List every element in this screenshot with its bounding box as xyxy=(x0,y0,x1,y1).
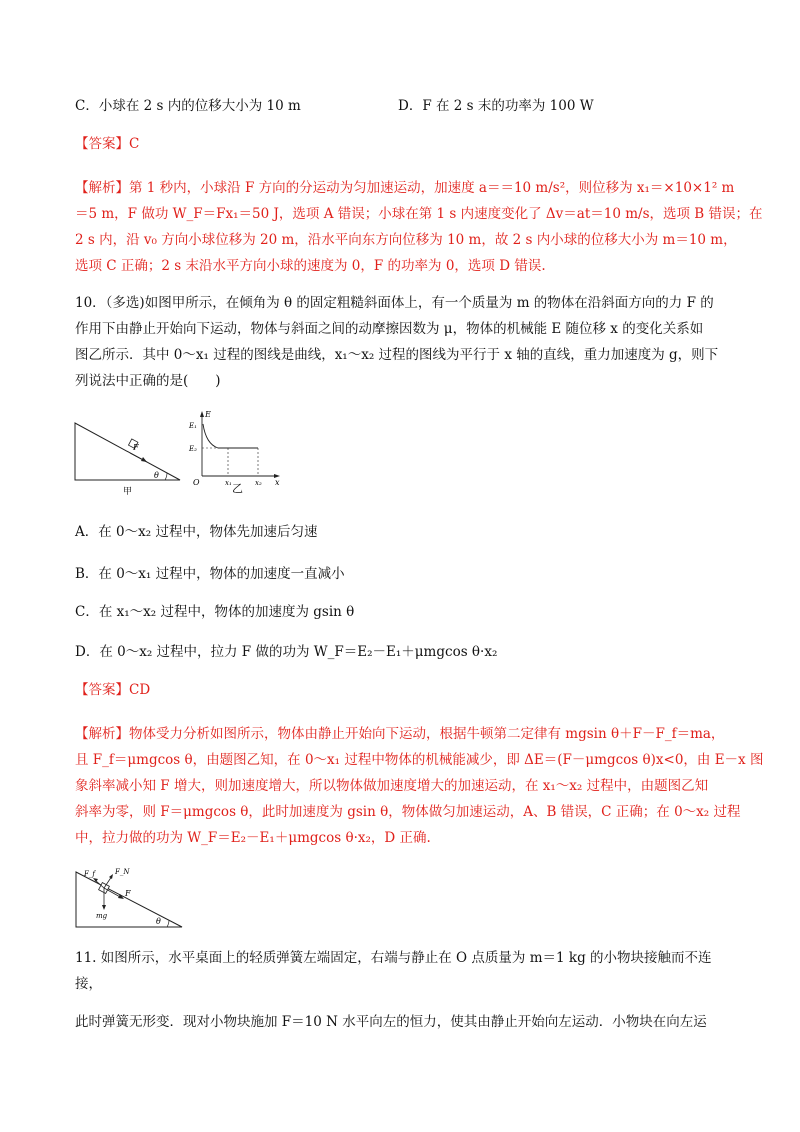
label-x2: x₂ xyxy=(255,479,262,487)
figure-force-diagram xyxy=(70,862,190,932)
q10-option-a: A．在 0～x₂ 过程中，物体先加速后匀速 xyxy=(75,524,318,540)
q10-option-d: D．在 0～x₂ 过程中，拉力 F 做的功为 W_F＝E₂－E₁＋μmgcos θ·x₂ xyxy=(75,644,498,660)
q10-analysis-line-5: 中，拉力做的功为 W_F＝E₂－E₁＋μmgcos θ·x₂，D 正确. xyxy=(75,830,431,846)
q9-analysis-line-3: 2 s 内，沿 v₀ 方向小球位移为 20 m，沿水平向东方向位移为 10 m，故 2 s 内小球的位移大小为 m＝10 m， xyxy=(75,232,737,248)
axis-x: x xyxy=(275,478,280,487)
q11-stem-line-2: 接， xyxy=(75,976,102,992)
q10-stem-line-3: 图乙所示．其中 0～x₁ 过程的图线是曲线，x₁～x₂ 过程的图线为平行于 x 轴的直线，重力加速度为 g，则下 xyxy=(75,347,719,363)
q10-analysis-line-1: 【解析】物体受力分析如图所示，物体由静止开始向下运动，根据牛顿第二定律有 mgsin θ＋F－F_f＝ma， xyxy=(75,726,725,742)
figure-incline-jia xyxy=(70,408,190,498)
label-e2: E₂ xyxy=(189,445,197,453)
q10-answer: 【答案】CD xyxy=(75,682,151,698)
q9-answer: 【答案】C xyxy=(75,136,140,152)
label-f: F xyxy=(133,443,139,452)
label-force-f: F xyxy=(125,889,131,898)
q9-analysis-line-1: 【解析】第 1 秒内，小球沿 F 方向的分运动为匀加速运动，加速度 a＝＝10 m/s²，则位移为 x₁＝×10×1² m xyxy=(75,180,735,196)
q10-stem-line-1: 10．（多选)如图甲所示，在倾角为 θ 的固定粗糙斜面体上，有一个质量为 m 的物体在沿斜面方向的力 F 的 xyxy=(75,295,714,311)
q9-option-d: D．F 在 2 s 末的功率为 100 W xyxy=(398,98,594,114)
label-force-theta: θ xyxy=(156,917,161,926)
q10-analysis-line-4: 斜率为零，则 F＝μmgcos θ，此时加速度为 gsin θ，物体做匀加速运动，A、B 错误，C 正确；在 0～x₂ 过程 xyxy=(75,804,741,820)
figure-graph-yi xyxy=(188,408,288,488)
caption-yi: 乙 xyxy=(232,482,243,495)
q10-analysis-line-2: 且 F_f＝μmgcos θ，由题图乙知，在 0～x₁ 过程中物体的机械能减少，即 ΔE＝(F－μmgcos θ)x<0，由 E－x 图 xyxy=(75,752,764,768)
caption-jia: 甲 xyxy=(123,487,133,497)
q11-stem-line-3: 此时弹簧无形变．现对小物块施加 F＝10 N 水平向左的恒力，使其由静止开始向左运动．小物块在向左运 xyxy=(75,1014,707,1030)
q10-option-c: C．在 x₁～x₂ 过程中，物体的加速度为 gsin θ xyxy=(75,604,355,620)
q9-option-c: C．小球在 2 s 内的位移大小为 10 m xyxy=(75,98,301,114)
q10-stem-line-4: 列说法中正确的是( ) xyxy=(75,373,221,389)
q9-analysis-line-2: ＝5 m，F 做功 W_F＝Fx₁＝50 J，选项 A 错误；小球在第 1 s 内速度变化了 Δv＝at＝10 m/s，选项 B 错误；在 xyxy=(75,206,763,222)
label-ff: F_f xyxy=(84,870,95,878)
q10-analysis-line-3: 象斜率减小知 F 增大，则加速度增大，所以物体做加速度增大的加速运动，在 x₁～x₂ 过程中，由题图乙知 xyxy=(75,778,709,794)
label-x1: x₁ xyxy=(225,479,232,487)
label-fn: F_N xyxy=(115,868,130,876)
q9-analysis-line-4: 选项 C 正确；2 s 末沿水平方向小球的速度为 0，F 的功率为 0，选项 D 错误. xyxy=(75,258,546,274)
q11-stem-line-1: 11. 如图所示，水平桌面上的轻质弹簧左端固定，右端与静止在 O 点质量为 m＝1 kg 的小物块接触而不连 xyxy=(75,950,712,966)
q10-option-b: B．在 0～x₁ 过程中，物体的加速度一直减小 xyxy=(75,566,345,582)
label-origin: O xyxy=(193,478,200,487)
q10-stem-line-2: 作用下由静止开始向下运动，物体与斜面之间的动摩擦因数为 μ，物体的机械能 E 随位移 x 的变化关系如 xyxy=(75,321,704,337)
label-e1: E₁ xyxy=(189,422,197,430)
axis-e: E xyxy=(205,410,211,419)
label-theta: θ xyxy=(154,471,159,480)
label-mg: mg xyxy=(96,912,108,920)
